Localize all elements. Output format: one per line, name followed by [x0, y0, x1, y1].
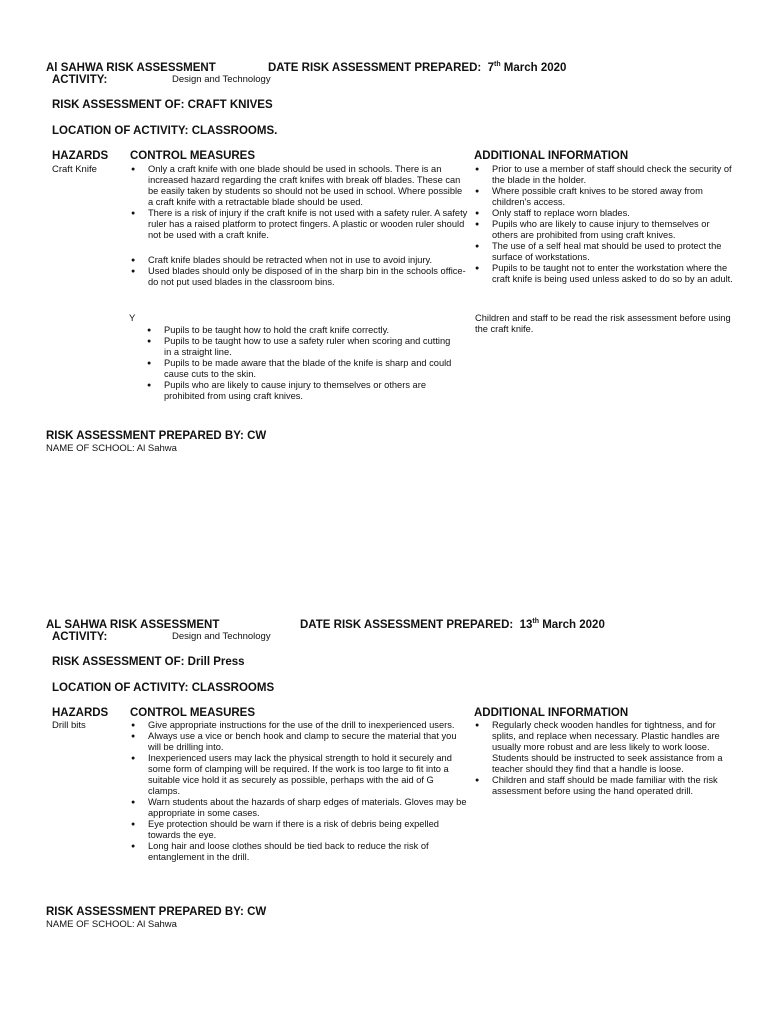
list-item: ● Eye protection should be warn if there is a risk of debris being expelled towards the eye. — [128, 819, 468, 841]
list-item: ● Pupils to be taught not to enter the workstation where the craft knife is being used unless asked to do so by an adult. — [472, 263, 734, 285]
additional-note: Children and staff to be read the risk assessment before using the craft knife. — [475, 313, 731, 334]
list-item: ● Only staff to replace worn blades. — [472, 208, 734, 219]
list-item: ● Craft knife blades should be retracted when not in use to avoid injury. — [128, 255, 468, 266]
risk-assessment-of: RISK ASSESSMENT OF: Drill Press — [52, 656, 245, 668]
heading: Al SAHWA RISK ASSESSMENT — [46, 62, 216, 74]
additional-info-header: ADDITIONAL INFORMATION — [474, 707, 629, 719]
list-item: ● There is a risk of injury if the craft knife is not used with a safety ruler. A safety ruler has a raised platform to protect fingers. A plastic or wooden ruler should not be used with a craft knife. — [128, 208, 468, 241]
list-item: ● Pupils to be taught how to use a safety ruler when scoring and cutting in a straight line. — [144, 336, 452, 358]
date-prepared — [268, 61, 566, 75]
prepared-by: RISK ASSESSMENT PREPARED BY: CW — [46, 906, 267, 918]
additional-info-header: ADDITIONAL INFORMATION — [474, 150, 629, 162]
activity-label: ACTIVITY: — [52, 74, 108, 86]
additional-info-list — [472, 720, 734, 797]
list-item: ● The use of a self heal mat should be used to protect the surface of workstations. — [472, 241, 734, 263]
heading: AL SAHWA RISK ASSESSMENT — [46, 619, 220, 631]
school-name: NAME OF SCHOOL: Al Sahwa — [46, 919, 177, 930]
list-item: ● Always use a vice or bench hook and clamp to secure the material that you will be drilling into. — [128, 731, 468, 753]
list-item: ● Pupils to be taught how to hold the craft knife correctly. — [144, 325, 452, 336]
hazards-header: HAZARDS — [52, 150, 109, 162]
list-item: ● Prior to use a member of staff should check the security of the blade in the holder. — [472, 164, 734, 186]
prepared-by: RISK ASSESSMENT PREPARED BY: CW — [46, 430, 267, 442]
list-item: ● Used blades should only be disposed of in the sharp bin in the schools office- do not put used blades in the classroom bins. — [128, 266, 468, 288]
hazards-header: HAZARDS — [52, 707, 109, 719]
date-prepared — [300, 618, 605, 632]
stray-letter: Y — [129, 313, 136, 324]
list-item: ● Only a craft knife with one blade should be used in schools. There is an increased hazard regarding the craft knifes with break off blades. These can be easily taken by students so should not be used in school. Where possible a craft knife with a retractable blade should be used. — [128, 164, 468, 208]
control-measures-list — [128, 255, 468, 288]
list-item: ● Pupils who are likely to cause injury to themselves or others are prohibited from using craft knives. — [472, 219, 734, 241]
school-name: NAME OF SCHOOL: Al Sahwa — [46, 443, 177, 454]
hazard-item: Drill bits — [52, 720, 86, 731]
list-item: ● Long hair and loose clothes should be tied back to reduce the risk of entanglement in the drill. — [128, 841, 468, 863]
additional-info-list — [472, 164, 734, 285]
pupil-measures-list — [144, 325, 452, 402]
list-item: ● Pupils who are likely to cause injury to themselves or others are prohibited from using craft knives. — [144, 380, 452, 402]
list-item: ● Where possible craft knives to be stored away from children's access. — [472, 186, 734, 208]
control-measures-list — [128, 164, 468, 241]
date-month-year: March 2020 — [539, 619, 605, 631]
activity-value: Design and Technology — [172, 74, 271, 85]
list-item: ● Inexperienced users may lack the physical strength to hold it securely and some form of clamping will be required. If the work is too large to fit into a suitable vice hold it as securely as possible, perhaps with the aid of G clamps. — [128, 753, 468, 797]
date-month-year: March 2020 — [500, 62, 567, 74]
list-item: ● Regularly check wooden handles for tightness, and for splits, and replace when necessary. Plastic handles are usually more robust and are less likely to work loose. Students should be instructed to seek assistance from a teacher should they find that a handle is loose. — [472, 720, 734, 775]
control-measures-header: CONTROL MEASURES — [130, 150, 256, 162]
location-of-activity: LOCATION OF ACTIVITY: CLASSROOMS — [52, 682, 275, 694]
control-measures-list — [128, 720, 468, 863]
list-item: ● Warn students about the hazards of sharp edges of materials. Gloves may be appropriate in some cases. — [128, 797, 468, 819]
list-item: ● Pupils to be made aware that the blade of the knife is sharp and could cause cuts to the skin. — [144, 358, 452, 380]
activity-value: Design and Technology — [172, 631, 271, 642]
date-suffix: th — [494, 61, 501, 69]
date-label: DATE RISK ASSESSMENT PREPARED: — [300, 619, 514, 631]
list-item: ● Children and staff should be made familiar with the risk assessment before using the hand operated drill. — [472, 775, 734, 797]
date-day: 13 — [519, 619, 533, 631]
activity-label: ACTIVITY: — [52, 631, 108, 643]
list-item: ● Give appropriate instructions for the use of the drill to inexperienced users. — [128, 720, 468, 731]
control-measures-header: CONTROL MEASURES — [130, 707, 256, 719]
date-day: 7 — [487, 62, 494, 74]
date-suffix: th — [532, 618, 539, 626]
location-of-activity: LOCATION OF ACTIVITY: CLASSROOMS. — [52, 125, 278, 137]
risk-assessment-of: RISK ASSESSMENT OF: CRAFT KNIVES — [52, 99, 273, 111]
hazard-item: Craft Knife — [52, 164, 97, 175]
date-label: DATE RISK ASSESSMENT PREPARED: — [268, 62, 482, 74]
